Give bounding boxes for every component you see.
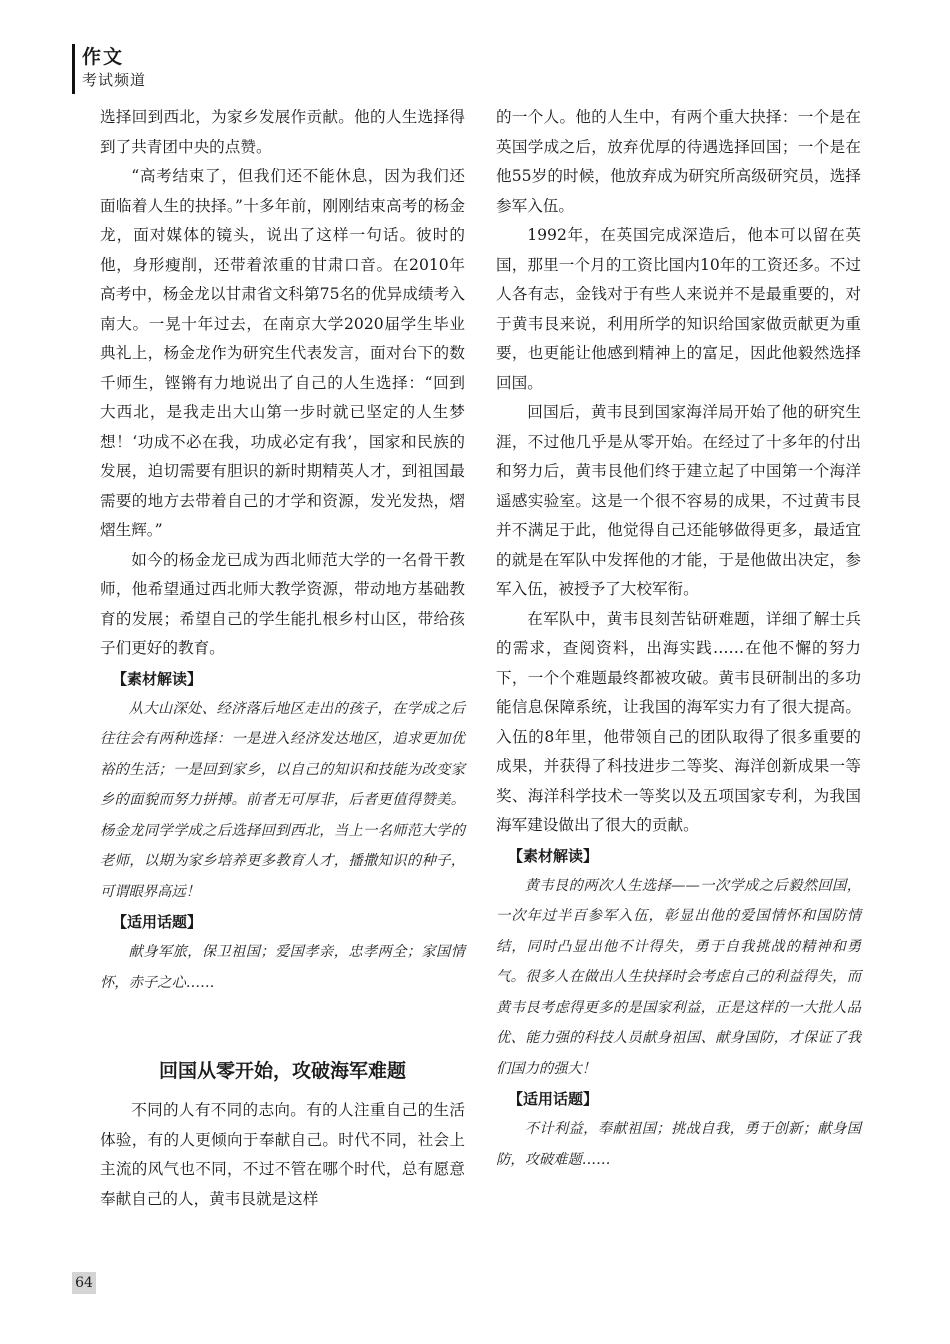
article-paragraph: “高考结束了，但我们还不能休息，因为我们还面临着人生的抉择。”十多年前，刚刚结束高考的杨金龙，面对媒体的镜头，说出了这样一句话。彼时的他，身形瘦削，还带着浓重的甘肃口音。在2010年高考中，杨金龙以甘肃省文科第75名的优异成绩考入南大。一晃十年过去，在南京大学2020届学生毕业典礼上，杨金龙作为研究生代表发言，面对台下的数千师生，铿锵有力地说出了自己的人生选择：“回到大西北，是我走出大山第一步时就已坚定的人生梦想！‘功成不必在我，功成必定有我’，国家和民族的发展，迫切需要有胆识的新时期精英人才，到祖国最需要的地方去带着自己的才学和资源，发光发热，熠熠生辉。” (100, 167, 465, 539)
article-paragraph: 在军队中，黄韦艮刻苦钻研难题，详细了解士兵的需求，查阅资料，出海实践……在他不懈的努力下，一个个难题最终都被攻破。黄韦艮研制出的多功能信息保障系统，让我国的海军实力有了很大提高。入伍的8年里，他带领自己的团队取得了很多重要的成果，并获得了科技进步二等奖、海洋创新成果一等奖、海洋科学技术一等奖以及五项国家专利，为我国海军建设做出了很大的贡献。 (496, 609, 861, 834)
article-paragraph: 不同的人有不同的志向。有的人注重自己的生活体验，有的人更倾向于奉献自己。时代不同，社会上主流的风气也不同，不过不管在哪个时代，总有愿意奉献自己的人，黄韦艮就是这样 (100, 1101, 465, 1208)
right-column (496, 103, 861, 1175)
applicable-topics-label: 【适用话题】 (508, 1090, 599, 1108)
material-interpretation-label: 【素材解读】 (112, 669, 203, 688)
page-number: 64 (72, 1272, 96, 1294)
article-paragraph: 的一个人。他的人生中，有两个重大抉择：一个是在英国学成之后，放弃优厚的待遇选择回国；一个是在他55岁的时候，他放弃成为研究所高级研究员，选择参军入伍。 (496, 108, 861, 215)
material-interpretation-label: 【素材解读】 (508, 846, 599, 865)
header-subtitle: 考试频道 (82, 71, 147, 89)
applicable-topics-text: 不计利益，奉献祖国；挑战自我，勇于创新；献身国防，攻破难题…… (496, 1121, 861, 1168)
left-column (100, 103, 465, 1214)
article-paragraph: 回国后，黄韦艮到国家海洋局开始了他的研究生涯，不过他几乎是从零开始。在经过了十多年的付出和努力后，黄韦艮他们终于建立起了中国第一个海洋遥感实验室。这是一个很不容易的成果，不过黄韦艮并不满足于此，他觉得自己还能够做得更多，最适宜的就是在军队中发挥他的才能，于是他做出决定，参军入伍，被授予了大校军衔。 (496, 403, 861, 598)
applicable-topics-text: 献身军旅，保卫祖国；爱国孝亲，忠孝两全；家国情怀，赤子之心…… (100, 944, 465, 991)
article-paragraph: 如今的杨金龙已成为西北师范大学的一名骨干教师，他希望通过西北师大教学资源，带动地方基础教育的发展；希望自己的学生能扎根乡村山区，带给孩子们更好的教育。 (100, 550, 465, 657)
article-paragraph: 选择回到西北，为家乡发展作贡献。他的人生选择得到了共青团中央的点赞。 (100, 108, 465, 156)
article-paragraph: 1992年，在英国完成深造后，他本可以留在英国，那里一个月的工资比国内10年的工资还多。不过人各有志，金钱对于有些人来说并不是最重要的，对于黄韦艮来说，利用所学的知识给国家做贡献更为重要，也更能让他感到精神上的富足，因此他毅然选择回国。 (496, 226, 861, 392)
header-title: 作文 (82, 46, 125, 68)
material-interpretation-text: 从大山深处、经济落后地区走出的孩子，在学成之后往往会有两种选择：一是进入经济发达地区，追求更加优裕的生活；一是回到家乡，以自己的知识和技能为改变家乡的面貌而努力拼搏。前者无可厚非，后者更值得赞美。杨金龙同学学成之后选择回到西北，当上一名师范大学的老师，以期为家乡培养更多教育人才，播撒知识的种子，可谓眼界高远！ (100, 700, 465, 900)
material-interpretation-text: 黄韦艮的两次人生选择——一次学成之后毅然回国，一次年过半百参军入伍，彰显出他的爱国情怀和国防情结，同时凸显出他不计得失，勇于自我挑战的精神和勇气。很多人在做出人生抉择时会考虑自己的利益得失，而黄韦艮考虑得更多的是国家利益，正是这样的一大批人品优、能力强的科技人员献身祖国、献身国防，才保证了我们国力的强大！ (496, 877, 861, 1077)
header-bar (72, 44, 75, 94)
applicable-topics-label: 【适用话题】 (112, 913, 203, 931)
section-heading: 回国从零开始，攻破海军难题 (158, 1060, 406, 1082)
